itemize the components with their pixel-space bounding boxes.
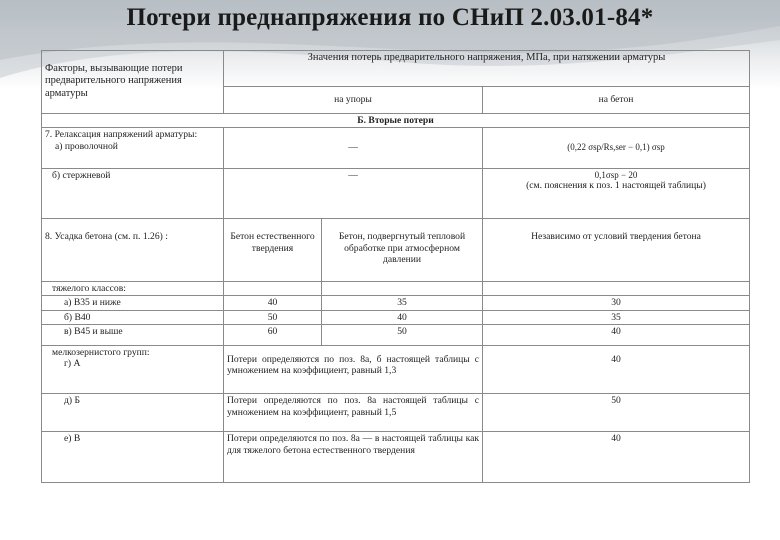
item7-title: 7. Релаксация напряжений арматуры: (45, 129, 198, 141)
fine-label-cell (42, 345, 224, 393)
heavy-label-text: тяжелого классов: (52, 282, 126, 294)
item7-label (42, 128, 224, 168)
heavy-row-v2: 50 (322, 325, 483, 345)
subheader-heat: Бетон, подвергнутый тепловой обработке при атмосферном давлении (322, 219, 483, 282)
fine-row-label: е) В (42, 432, 224, 483)
page-title: Потери преднапряжения по СНиП 2.03.01-84* (126, 4, 654, 31)
item8-label: 8. Усадка бетона (см. п. 1.26) : (42, 219, 224, 282)
heavy-row-v1: 60 (224, 325, 322, 345)
table-row (42, 394, 750, 432)
fine-label: мелкозернистого групп: (52, 346, 150, 358)
heavy-label (42, 281, 224, 296)
factors-header: Факторы, вызывающие потери предварительного напряжения арматуры (42, 51, 224, 114)
heavy-row-v1: 50 (224, 310, 322, 325)
heavy-row-v2: 35 (322, 296, 483, 311)
item7b-upory: — (224, 168, 483, 218)
table-row (42, 345, 750, 393)
heavy-row-v3: 30 (483, 296, 750, 311)
subheader-natural: Бетон естественного твердения (224, 219, 322, 282)
col-header-upory: на упоры (224, 87, 483, 113)
fine-row-label: г) А (64, 358, 81, 370)
item7a-beton-formula: (0,22 σsp/Rs,ser − 0,1) σsp (483, 128, 750, 168)
fine-row-value: 40 (483, 345, 750, 393)
fine-row-desc: Потери определяются по поз. 8а настоящей таблицы с умножением на коэффициент, равный 1,5 (224, 394, 483, 432)
col-header-beton: на бетон (483, 87, 750, 113)
item7b-beton (483, 168, 750, 218)
fine-row-value: 40 (483, 432, 750, 483)
fine-row-desc: Потери определяются по поз. 8а — в настоящей таблицы как для тяжелого бетона естественного твердения (224, 432, 483, 483)
heavy-row-label: б) В40 (42, 310, 224, 325)
table-row (42, 296, 750, 311)
fine-row-desc: Потери определяются по поз. 8а, б настоящей таблицы с умножением на коэффициент, равный 1,3 (224, 345, 483, 393)
heavy-row-v3: 40 (483, 325, 750, 345)
subheader-indep: Независимо от условий твердения бетона (483, 219, 750, 282)
item7b-beton-formula: 0,1σsp − 20 (594, 169, 638, 180)
table-row (42, 310, 750, 325)
table-row (42, 432, 750, 483)
item7b-note: (см. пояснения к поз. 1 настоящей таблицы) (526, 180, 706, 192)
heavy-row-label: в) В45 и выше (42, 325, 224, 345)
item7b-label: б) стержневой (42, 168, 224, 218)
fine-row-label: д) Б (42, 394, 224, 432)
item7a-upory: — (224, 128, 483, 168)
heavy-row-v2: 40 (322, 310, 483, 325)
section-b-title: Б. Вторые потери (42, 113, 750, 128)
values-header: Значения потерь предварительного напряжения, МПа, при натяжении арматуры (224, 51, 750, 87)
losses-table (41, 50, 750, 483)
heavy-row-v3: 35 (483, 310, 750, 325)
heavy-row-label: а) В35 и ниже (42, 296, 224, 311)
table-row (42, 325, 750, 345)
item7a-label: а) проволочной (55, 140, 118, 152)
heavy-row-v1: 40 (224, 296, 322, 311)
fine-row-value: 50 (483, 394, 750, 432)
